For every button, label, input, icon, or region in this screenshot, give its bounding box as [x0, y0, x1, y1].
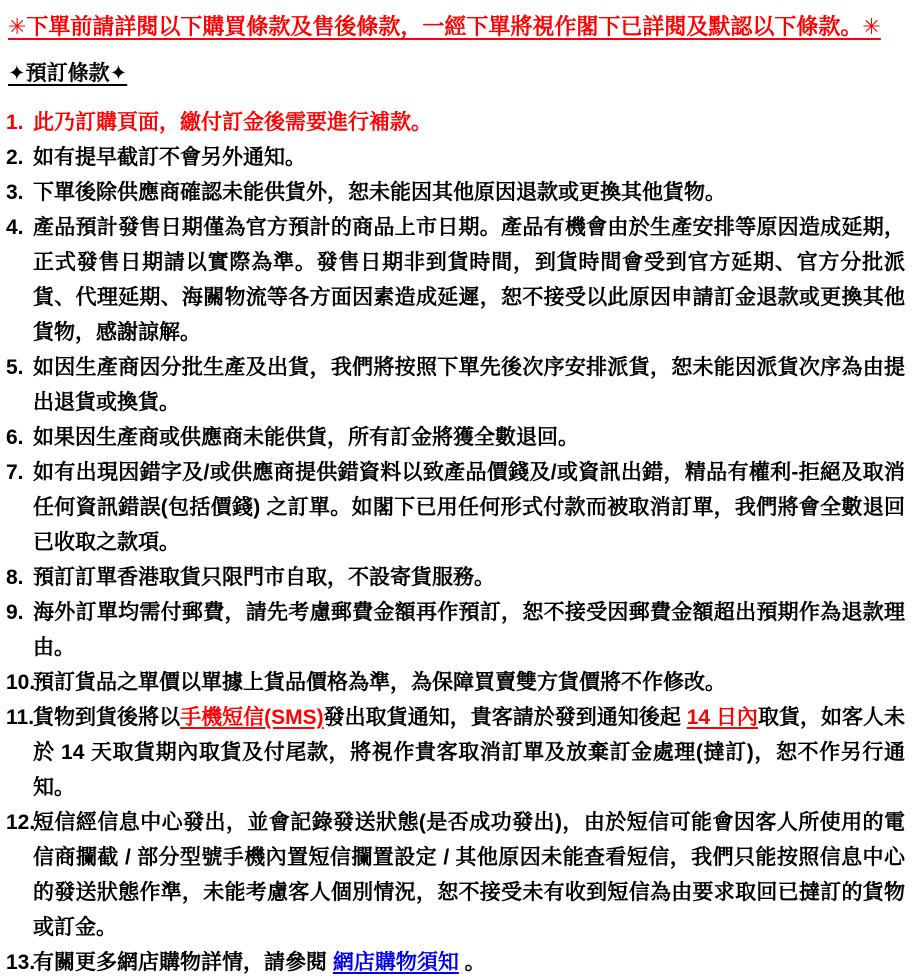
- term-text: [33, 146, 306, 169]
- term-text: [33, 601, 905, 659]
- term-segment: 發出取貨通知，貴客請於發到通知後起: [323, 706, 687, 729]
- term-segment: 取貨，如客人未於 14 天取貨期內取貨及付尾款，將視作貴客取消訂單及放棄訂金處理(撻訂)，恕不作另行通知。: [33, 706, 906, 799]
- terms-list: [6, 105, 905, 980]
- term-number: 8.: [6, 566, 24, 589]
- term-text: [33, 951, 486, 974]
- term-item: [6, 350, 905, 420]
- term-number: 5.: [6, 356, 24, 379]
- term-segment: 海外訂單均需付郵費，請先考慮郵費金額再作預訂，恕不接受因郵費金額超出預期作為退款理由。: [33, 601, 905, 659]
- term-text: [33, 356, 905, 414]
- section-heading: ✦預訂條款✦: [8, 62, 128, 85]
- term-segment: 產品預計發售日期僅為官方預計的商品上市日期。產品有機會由於生產安排等原因造成延期，正式發售日期請以實際為準。發售日期非到貨時間，到貨時間會受到官方延期、官方分批派貨、代理延期、海關物流等各方面因素造成延遲，恕不接受以此原因申請訂金退款或更換其他貨物，感謝諒解。: [33, 216, 905, 344]
- term-segment: 如有提早截訂不會另外通知。: [33, 146, 306, 169]
- term-segment: 有關更多網店購物詳情，請參閱: [33, 951, 333, 974]
- notice-banner: ✳下單前請詳閱以下購買條款及售後條款，一經下單將視作閣下已詳閱及默認以下條款。✳: [8, 14, 881, 39]
- term-text: [33, 216, 905, 344]
- term-text: [33, 111, 432, 134]
- term-item: [6, 945, 905, 980]
- term-number: 10.: [6, 671, 36, 694]
- term-segment: 此乃訂購頁面，繳付訂金後需要進行補款。: [33, 111, 432, 134]
- term-item: [6, 560, 905, 595]
- term-number: 4.: [6, 216, 24, 239]
- term-number: 13.: [6, 951, 36, 974]
- term-text: [33, 671, 726, 694]
- term-item: [6, 805, 905, 945]
- term-number: 7.: [6, 461, 24, 484]
- term-number: 6.: [6, 426, 24, 449]
- term-item: [6, 665, 905, 700]
- term-segment: 如有出現因錯字及/或供應商提供錯資料以致產品價錢及/或資訊出錯，精品有權利-拒絕及取消任何資訊錯誤(包括價錢) 之訂單。如閣下已用任何形式付款而被取消訂單，我們將會全數退回已收取之款項。: [33, 461, 905, 554]
- term-segment: 。: [458, 951, 486, 974]
- term-item: [6, 210, 905, 350]
- term-segment: 預訂貨品之單價以單據上貨品價格為準，為保障買賣雙方貨價將不作修改。: [33, 671, 726, 694]
- term-text: [33, 566, 495, 589]
- term-segment: 14 日內: [686, 706, 758, 729]
- shop-guide-link[interactable]: 網店購物須知: [332, 951, 459, 974]
- term-segment: 貨物到貨後將以: [33, 706, 181, 729]
- term-segment: 短信經信息中心發出，並會記錄發送狀態(是否成功發出)，由於短信可能會因客人所使用的電信商攔截 / 部分型號手機內置短信攔置設定 / 其他原因未能查看短信，我們只能按照信息中心的發送狀態作準，未能考慮客人個別情況，恕不接受未有收到短信為由要求取回已撻訂的貨物或訂金。: [33, 811, 905, 939]
- term-segment: 手機短信(SMS): [180, 706, 324, 729]
- term-number: 2.: [6, 146, 24, 169]
- term-number: 1.: [6, 111, 24, 134]
- term-item: [6, 700, 905, 805]
- term-item: [6, 175, 905, 210]
- term-segment: 下單後除供應商確認未能供貨外，恕未能因其他原因退款或更換其他貨物。: [33, 181, 726, 204]
- term-number: 12.: [6, 811, 36, 834]
- term-segment: 預訂訂單香港取貨只限門市自取，不設寄貨服務。: [33, 566, 495, 589]
- term-segment: 如因生產商因分批生產及出貨，我們將按照下單先後次序安排派貨，恕未能因派貨次序為由提出退貨或換貨。: [33, 356, 905, 414]
- term-text: [33, 706, 905, 799]
- term-text: [33, 426, 579, 449]
- term-number: 3.: [6, 181, 24, 204]
- term-text: [33, 811, 905, 939]
- term-text: [33, 461, 905, 554]
- term-item: [6, 420, 905, 455]
- term-text: [33, 181, 726, 204]
- term-item: [6, 595, 905, 665]
- term-segment: 如果因生產商或供應商未能供貨，所有訂金將獲全數退回。: [33, 426, 579, 449]
- term-item: [6, 105, 905, 140]
- term-number: 11.: [6, 706, 35, 729]
- term-number: 9.: [6, 601, 24, 624]
- term-item: [6, 140, 905, 175]
- term-item: [6, 455, 905, 560]
